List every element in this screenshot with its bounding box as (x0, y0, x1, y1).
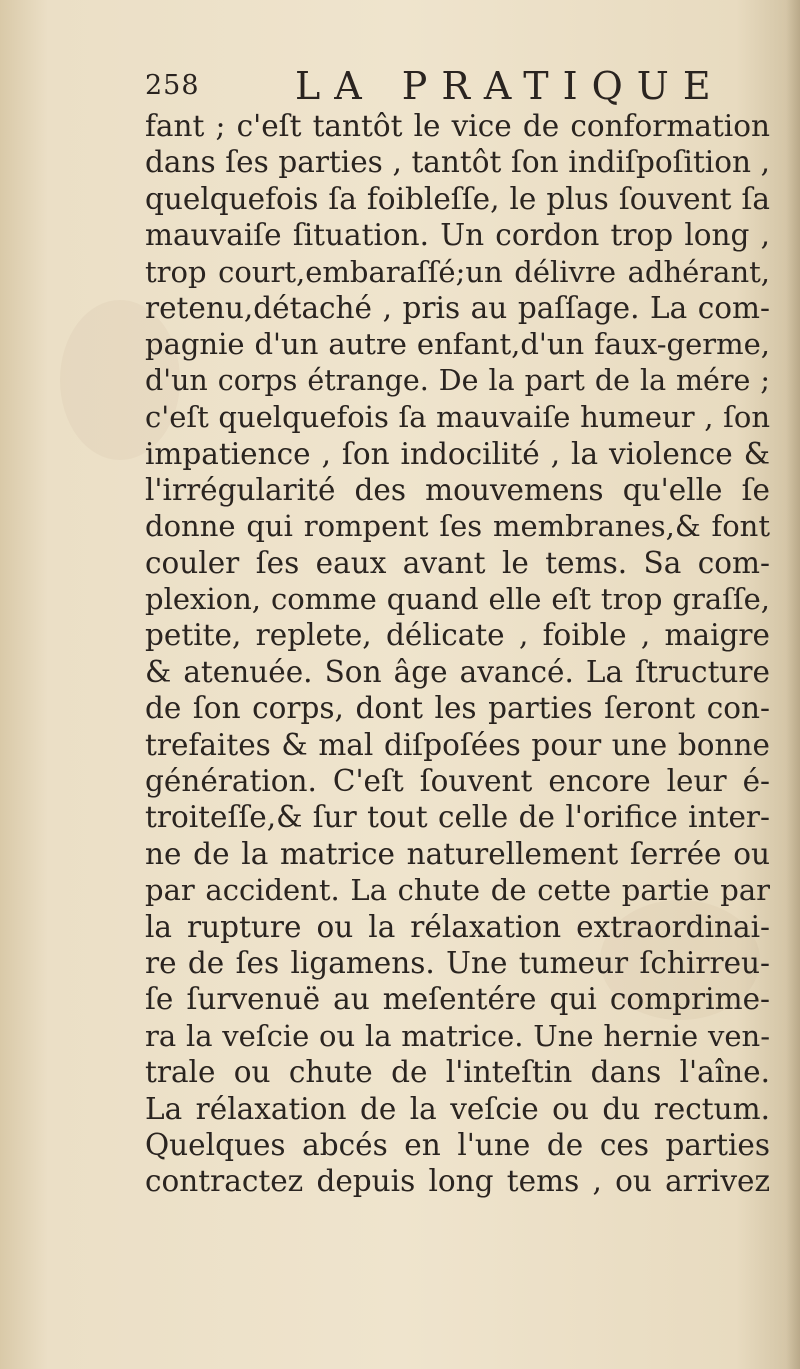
text-line: contractez depuis long tems , ou arrivez (145, 1164, 770, 1199)
text-line: re de ſes ligamens. Une tumeur ſchirreu- (145, 945, 770, 980)
text-line: trefaites & mal diſpoſées pour une bonne (145, 727, 770, 762)
text-line: plexion, comme quand elle eſt trop graſſe, (145, 582, 770, 617)
text-line: retenu,détaché , pris au paſſage. La com- (145, 290, 770, 325)
text-line: quelquefois ſa foibleſſe, le plus ſouvent ſa (145, 181, 770, 216)
text-line: couler ſes eaux avant le tems. Sa com- (145, 545, 770, 580)
text-line: génération. C'eſt ſouvent encore leur é- (145, 764, 770, 799)
text-line: c'eſt quelquefois ſa mauvaiſe humeur , ſon (145, 400, 770, 435)
text-line: La rélaxation de la veſcie ou du rectum. (145, 1091, 770, 1126)
text-line: trop court,embaraſſé;un délivre adhérant, (145, 254, 770, 289)
text-line: par accident. La chute de cette partie par (145, 873, 770, 908)
page-number: 258 (145, 70, 200, 101)
text-line: mauvaiſe ſituation. Un cordon trop long , (145, 218, 770, 253)
text-line: ſe ſurvenuë au meſentére qui comprime- (145, 982, 770, 1017)
text-line: trale ou chute de l'inteſtin dans l'aîne. (145, 1055, 770, 1090)
text-line: la rupture ou la rélaxation extraordinai- (145, 909, 770, 944)
text-line: donne qui rompent ſes membranes,& font (145, 509, 770, 544)
text-line: ne de la matrice naturellement ſerrée ou (145, 836, 770, 871)
text-line: d'un corps étrange. De la part de la mére ; (145, 363, 770, 397)
text-line: & atenuée. Son âge avancé. La ſtructure (145, 654, 770, 689)
running-title: LA PRATIQUE (295, 64, 725, 108)
text-line: fant ; c'eſt tantôt le vice de conformation (145, 109, 770, 143)
body-text (145, 108, 770, 1200)
text-line: l'irrégularité des mouvemens qu'elle ſe (145, 472, 770, 507)
page-header (145, 66, 765, 110)
text-line: de ſon corps, dont les parties ſeront con- (145, 691, 770, 726)
text-line: troiteſſe,& ſur tout celle de l'orifice inter- (145, 800, 770, 835)
text-line: Quelques abcés en l'une de ces parties (145, 1127, 770, 1162)
text-line: petite, replete, délicate , foible , maigre (145, 618, 770, 653)
text-line: pagnie d'un autre enfant,d'un faux-germe, (145, 327, 770, 362)
text-line: impatience , ſon indocilité , la violence & (145, 436, 770, 471)
text-line: ra la veſcie ou la matrice. Une hernie ven- (145, 1018, 770, 1053)
text-line: dans ſes parties , tantôt ſon indiſpoſition , (145, 145, 770, 180)
page-edge-shadow (786, 0, 800, 1369)
